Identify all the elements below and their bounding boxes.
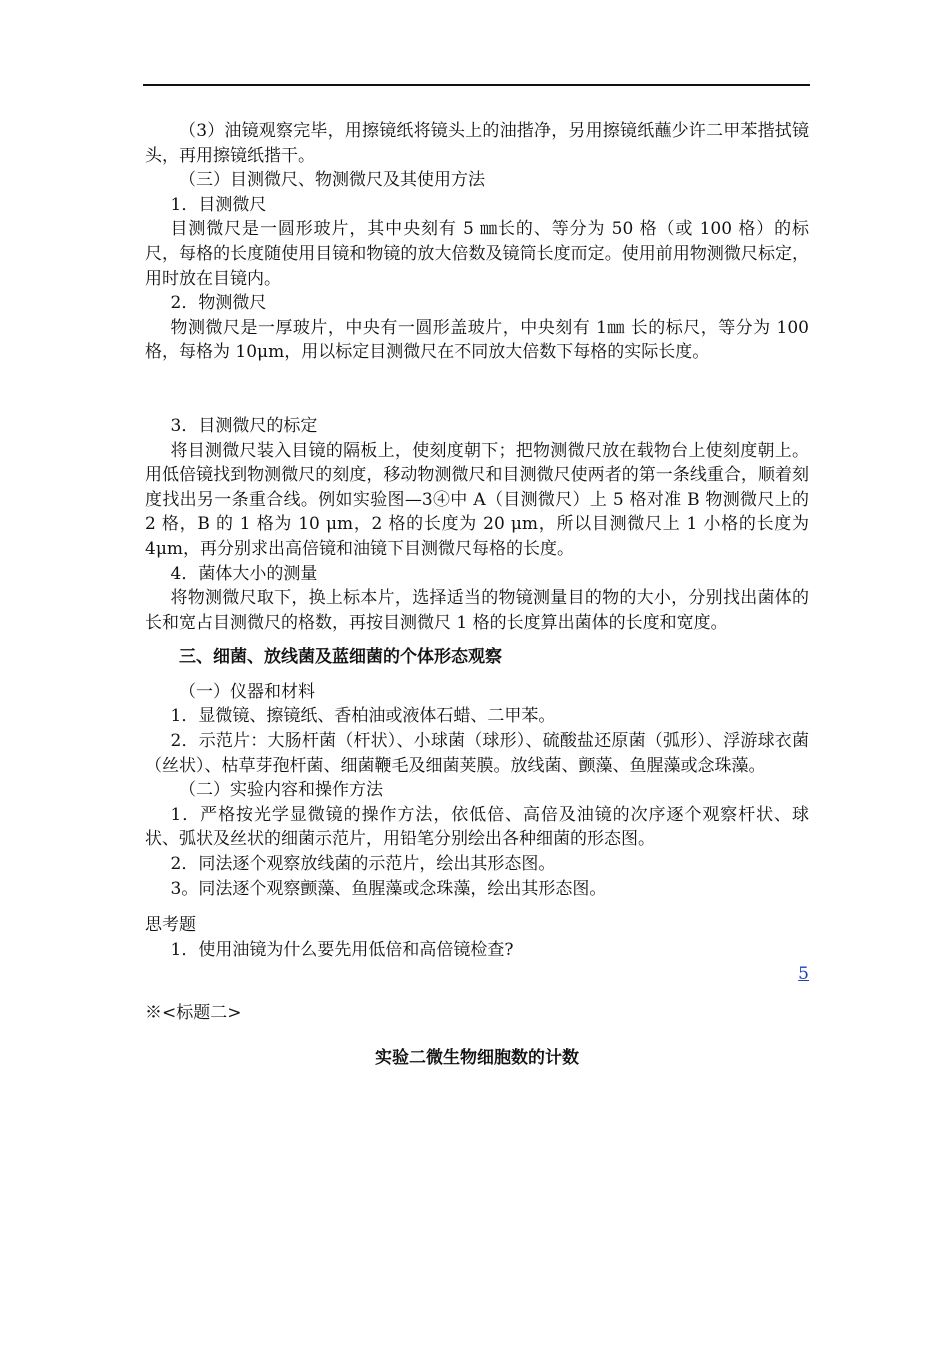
item-materials-list: 1．显微镜、擦镜纸、香柏油或液体石蜡、二甲苯。 <box>170 706 556 727</box>
chapter-title: 实验二微生物细胞数的计数 <box>375 1047 579 1068</box>
item-stage-micrometer-title: 2．物测微尺 <box>170 293 267 314</box>
paragraph-ocular-micrometer: 目测微尺是一圆形玻片，其中央刻有 5 ㎜长的、等分为 50 格（或 100 格）的标尺，每格的长度随使用目镜和物镜的放大倍数及镜筒长度而定。使用前用物测微尺标定，用时放在目镜内。 <box>145 219 809 289</box>
paragraph-oil-lens-cleaning: （3）油镜观察完毕，用擦镜纸将镜头上的油揩净，另用擦镜纸蘸少许二甲苯揩拭镜头，再用擦镜纸揩干。 <box>145 121 809 166</box>
item-measurement-title: 4．菌体大小的测量 <box>170 563 318 584</box>
blank-space <box>145 365 809 414</box>
item-procedure-step-1: 1．严格按光学显微镜的操作方法，依低倍、高倍及油镜的次序逐个观察杆状、球状、弧状及丝状的细菌示范片，用铅笔分别绘出各种细菌的形态图。 <box>145 804 809 850</box>
item-demo-slides: 2．示范片：大肠杆菌（杆状）、小球菌（球形）、硫酸盐还原菌（弧形）、浮游球衣菌（丝状）、枯草芽孢杆菌、细菌鞭毛及细菌荚膜。放线菌、颤藻、鱼腥藻或念珠藻。 <box>145 731 809 776</box>
page-number-link[interactable]: 5 <box>798 964 809 985</box>
item-procedure-step-3: 3。同法逐个观察颤藻、鱼腥藻或念珠藻，绘出其形态图。 <box>170 878 607 899</box>
title-marker: ※<标题二> <box>145 1003 242 1023</box>
paragraph-calibration: 将目测微尺装入目镜的隔板上，使刻度朝下；把物测微尺放在载物台上使刻度朝上。用低倍镜找到物测微尺的刻度，移动物测微尺和目测微尺使两者的第一条线重合，顺着刻度找出另一条重合线。例如实验图—3④中 A（目测微尺）上 5 格对准 B 物测微尺上的 2 格，B 的 1 格为 10 μm，2 格的长度为 20 μm，所以目测微尺上 1 小格的长度为 4μm，再分别求出高倍镜和油镜下目测微尺每格的长度。 <box>145 440 809 559</box>
item-procedure-step-2: 2．同法逐个观察放线菌的示范片，绘出其形态图。 <box>170 854 556 875</box>
questions-heading: 思考题 <box>145 915 196 936</box>
item-calibration-title: 3．目测微尺的标定 <box>170 415 318 436</box>
paragraph-measurement: 将物测微尺取下，换上标本片，选择适当的物镜测量目的物的大小，分别找出菌体的长和宽占目测微尺的格数，再按目测微尺 1 格的长度算出菌体的长度和宽度。 <box>145 588 809 633</box>
subsection-micrometer-title: （三）目测微尺、物测微尺及其使用方法 <box>179 170 485 191</box>
paragraph-stage-micrometer: 物测微尺是一厚玻片，中央有一圆形盖玻片，中央刻有 1㎜ 长的标尺，等分为 100 格，每格为 10μm，用以标定目测微尺在不同放大倍数下每格的实际长度。 <box>145 317 809 363</box>
blank-space <box>145 901 809 913</box>
header-rule <box>143 84 810 86</box>
question-item: 1．使用油镜为什么要先用低倍和高倍镜检查? <box>170 939 514 960</box>
subsection-procedure-title: （二）实验内容和操作方法 <box>179 780 383 801</box>
subsection-materials-title: （一）仪器和材料 <box>179 681 315 702</box>
section-heading-morphology: 三、细菌、放线菌及蓝细菌的个体形态观察 <box>179 647 502 668</box>
document-body <box>145 119 809 1070</box>
item-ocular-micrometer-title: 1．目测微尺 <box>170 194 267 215</box>
